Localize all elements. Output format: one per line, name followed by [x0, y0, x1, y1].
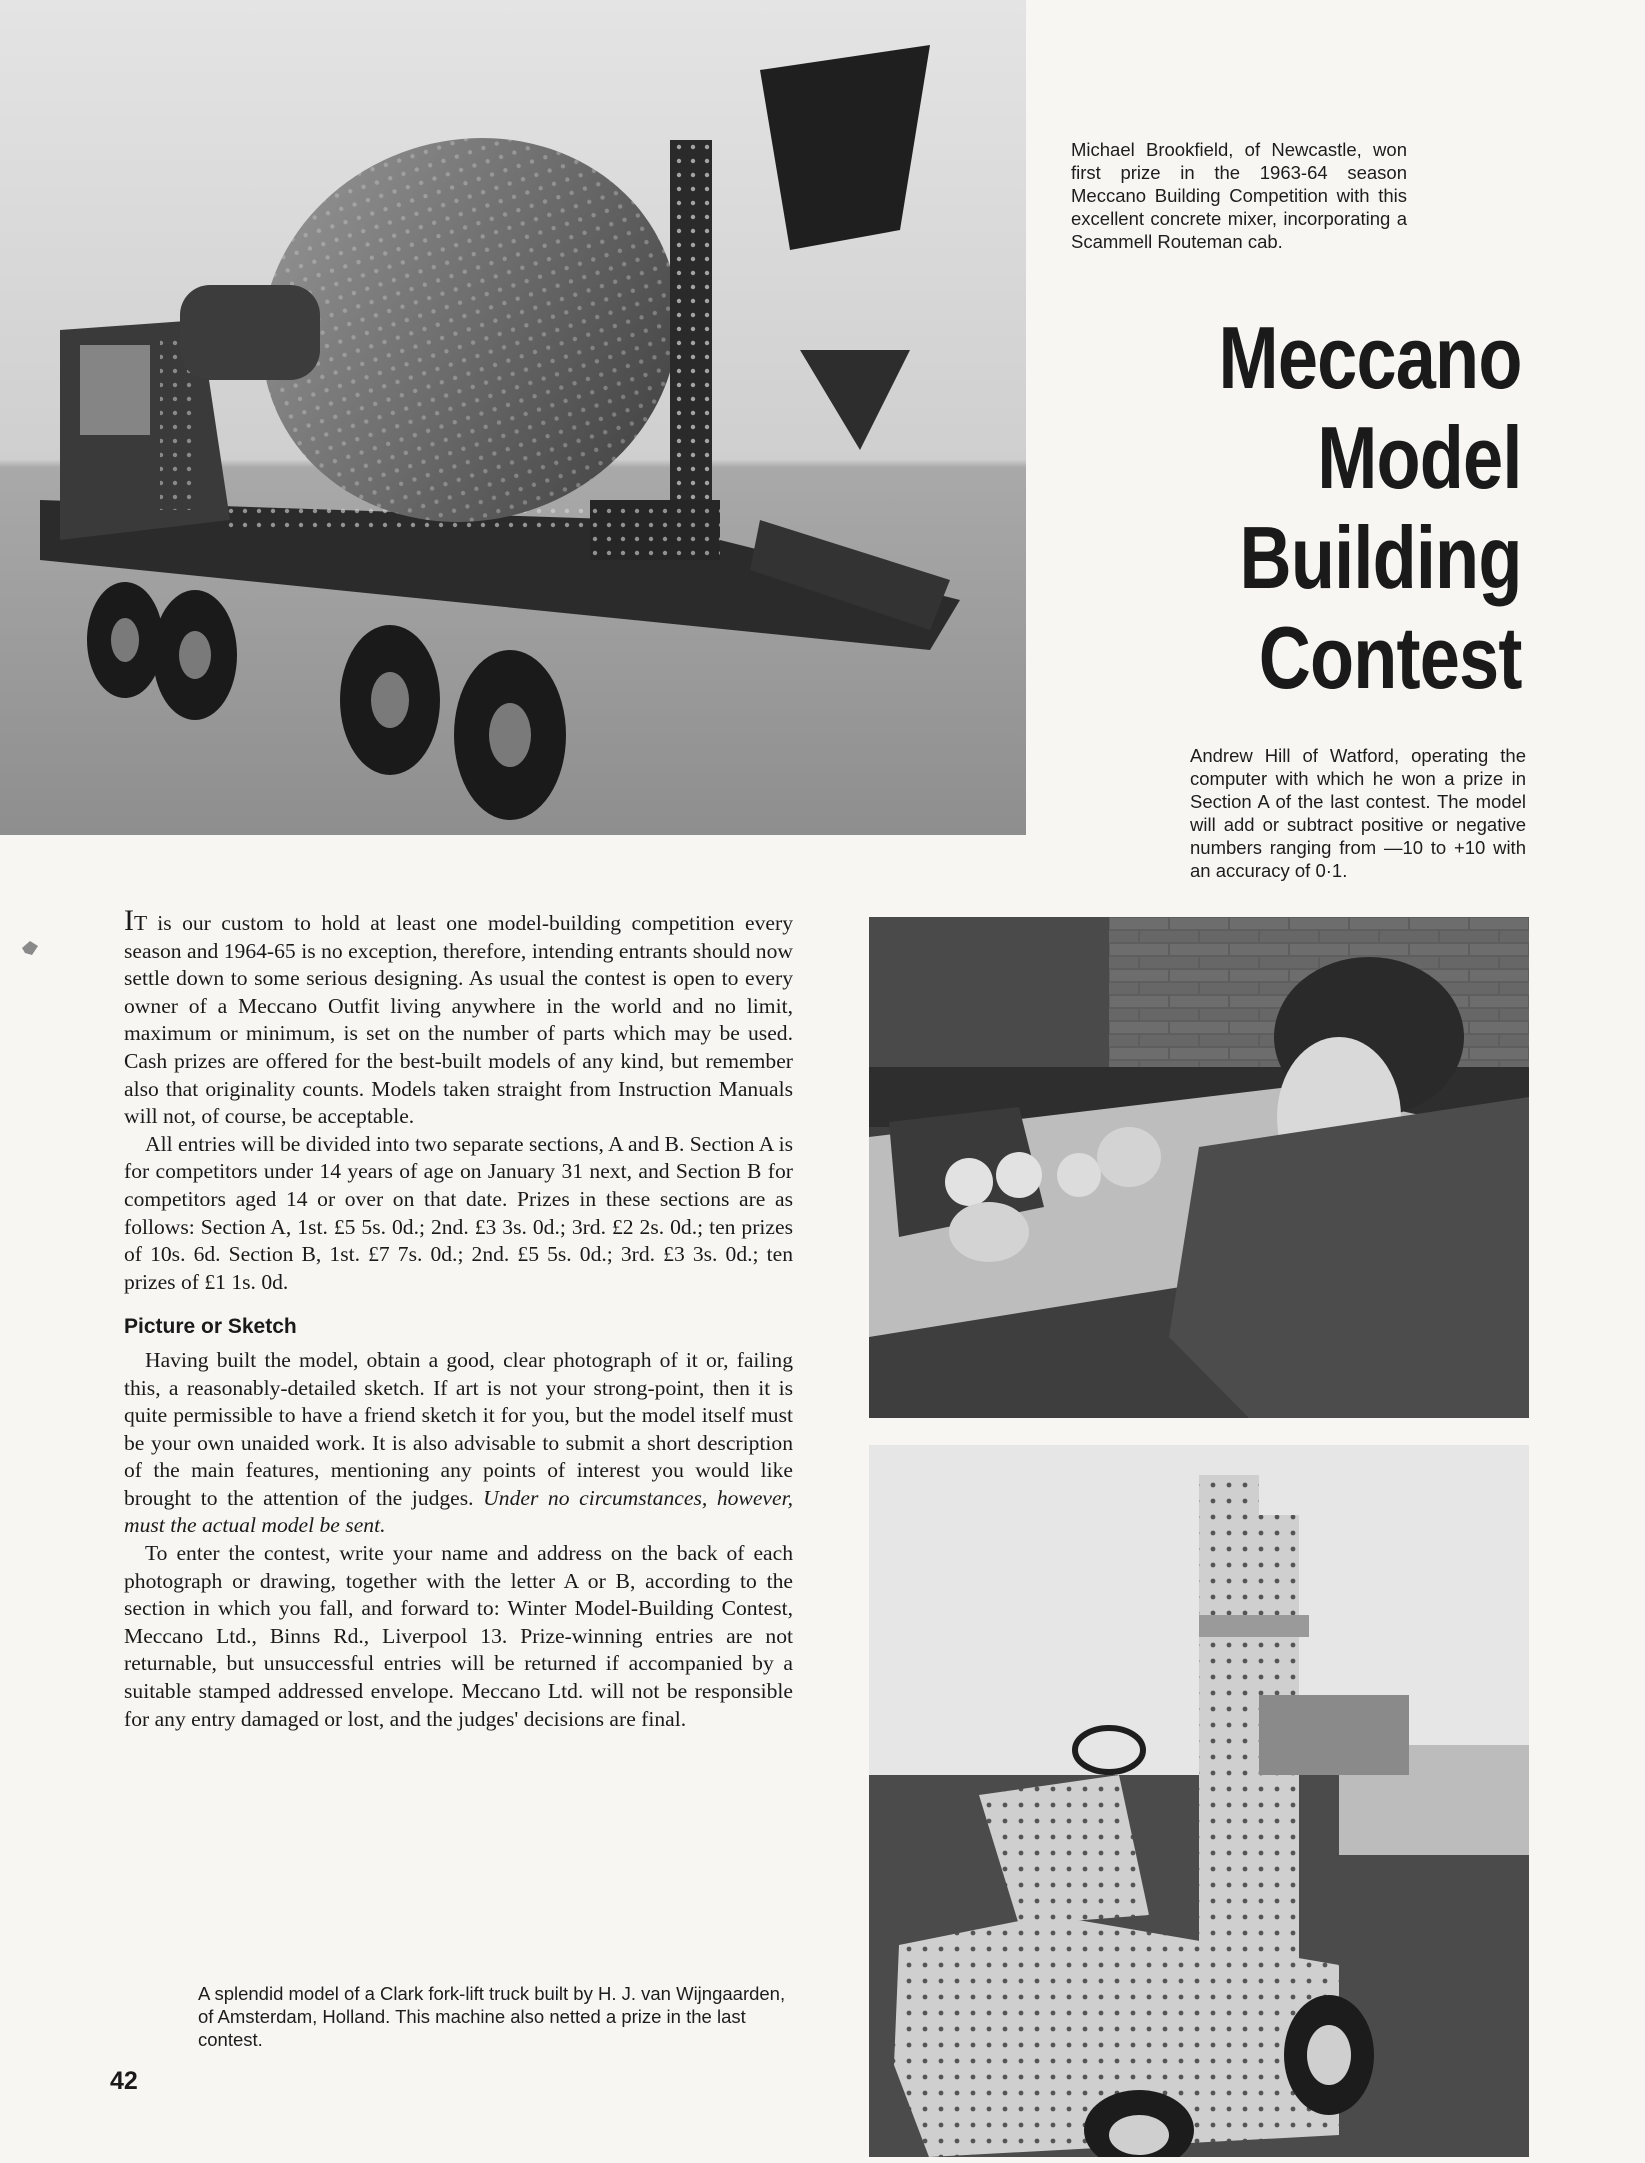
paragraph-text: T is our custom to hold at least one model-building competition every season and 1964-65 is no exception, therefore, intending entrants should now settle down to some serious designing. As usual the contest is open to every owner of a Meccano Outfit living anywhere in the world and no limit, maximum or minimum, is set on the number of parts which may be used. Cash prizes are offered for the best-built models of any kind, but remember also that originality counts. Models taken straight from Instruction Manuals will not, of course, be acceptable. — [124, 911, 793, 1129]
italic-note: Under no circumstances, however, must the actual model be sent. — [124, 1485, 793, 1538]
article-body — [124, 904, 793, 1733]
mixer-photo-caption: Michael Brookfield, of Newcastle, won first prize in the 1963-64 season Meccano Building Competition with this excellent concrete mixer, incorporating a Scammell Routeman cab. — [1071, 139, 1407, 252]
paragraph — [124, 1347, 793, 1540]
section-heading: Picture or Sketch — [124, 1315, 297, 1339]
paragraph: To enter the contest, write your name and address on the back of each photograph or drawing, together with the letter A or B, according to the section in which you fall, and forward to: Winter Model-Building Contest, Meccano Ltd., Binns Rd., Liverpool 13. Prize-winning entries are not returnable, but unsuccessful entries will be returned if accompanied by a suitable stamped addressed envelope. Meccano Ltd. will not be responsible for any entry damaged or lost, and the judges' decisions are final. — [124, 1541, 793, 1731]
paragraph — [124, 904, 793, 1131]
forklift-photo-caption: A splendid model of a Clark fork-lift truck built by H. J. van Wijngaarden, of Amsterdam, Holland. This machine also netted a prize in the last contest. — [198, 1983, 786, 2050]
concrete-mixer-photo — [0, 0, 1026, 835]
boy-computer-photo — [869, 917, 1529, 1418]
margin-mark-icon — [22, 941, 38, 955]
drop-cap: I — [124, 904, 134, 937]
forklift-truck-photo — [869, 1445, 1529, 2157]
computer-photo-caption: Andrew Hill of Watford, operating the computer with which he won a prize in Section A of the last contest. The model will add or subtract positive or negative numbers ranging from —10 to +10 with an accuracy of 0·1. — [1190, 745, 1526, 881]
paragraph-text: Having built the model, obtain a good, clear photograph of it or, failing this, a reasonably-detailed sketch. If art is not your strong-point, then it is quite permissible to have a friend sketch it for you, but the model itself must be your own unaided work. It is also advisable to submit a short description of the main features, mentioning any points of interest you would like brought to the attention of the judges. — [124, 1347, 793, 1510]
title-line: Model — [1317, 408, 1522, 507]
page-title — [1219, 308, 1522, 708]
title-line: Meccano — [1218, 308, 1522, 407]
title-line: Building — [1239, 508, 1522, 607]
page-number: 42 — [110, 2067, 138, 2095]
paragraph: All entries will be divided into two separate sections, A and B. Section A is for competitors under 14 years of age on January 31 next, and Section B for competitors aged 14 or over on that date. Prizes in these sections are as follows: Section A, 1st. £5 5s. 0d.; 2nd. £3 3s. 0d.; 3rd. £2 2s. 0d.; ten prizes of 10s. 6d. Section B, 1st. £7 7s. 0d.; 2nd. £5 5s. 0d.; 3rd. £3 3s. 0d.; ten prizes of £1 1s. 0d. — [124, 1131, 793, 1294]
title-line: Contest — [1259, 608, 1522, 707]
